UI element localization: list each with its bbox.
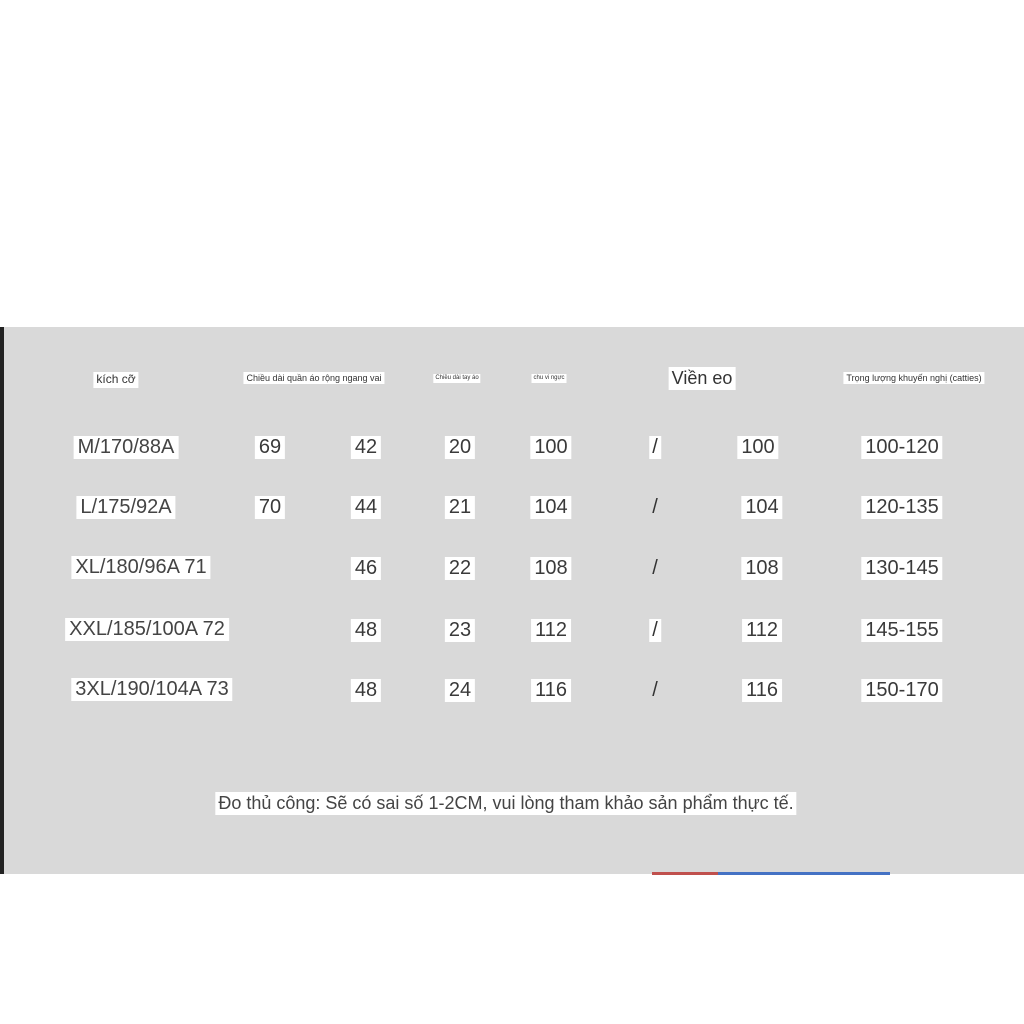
row-3-size: XL/180/96A 71: [71, 556, 210, 579]
row-2-length: 70: [255, 496, 285, 519]
blue-strip: [718, 872, 890, 875]
row-2-size: L/175/92A: [76, 496, 175, 519]
row-3-waist: 108: [741, 557, 782, 580]
row-2-separator: /: [652, 496, 658, 518]
row-5-size: 3XL/190/104A 73: [71, 678, 232, 701]
header-size: kích cỡ: [93, 372, 138, 388]
row-2-waist: 104: [741, 496, 782, 519]
row-4-size: XXL/185/100A 72: [65, 618, 229, 641]
red-strip: [652, 872, 718, 875]
row-3-separator: /: [652, 557, 658, 579]
row-4-chest: 112: [531, 619, 571, 642]
row-3-shoulder: 46: [351, 557, 381, 580]
header-waist: Viền eo: [669, 367, 736, 390]
row-4-waist: 112: [742, 619, 782, 642]
row-5-weight: 150-170: [861, 679, 942, 702]
row-1-length: 69: [255, 436, 285, 459]
row-5-separator: /: [652, 679, 658, 701]
row-1-weight: 100-120: [861, 436, 942, 459]
row-3-sleeve: 22: [445, 557, 475, 580]
header-sleeve: Chiều dài tay áo: [435, 375, 479, 381]
row-3-weight: 130-145: [861, 557, 942, 580]
row-4-shoulder: 48: [351, 619, 381, 642]
row-2-chest: 104: [530, 496, 571, 519]
row-4-sleeve: 23: [445, 619, 475, 642]
row-1-shoulder: 42: [351, 436, 381, 459]
header-weight: Trọng lượng khuyến nghị (catties): [843, 372, 984, 384]
row-2-weight: 120-135: [861, 496, 942, 519]
row-2-shoulder: 44: [351, 496, 381, 519]
row-5-waist: 116: [742, 679, 782, 702]
header-chest: chu vi ngực: [533, 375, 565, 381]
left-border: [0, 327, 4, 874]
row-5-sleeve: 24: [445, 679, 475, 702]
row-3-chest: 108: [530, 557, 571, 580]
row-1-size: M/170/88A: [74, 436, 179, 459]
row-2-sleeve: 21: [445, 496, 475, 519]
row-1-waist: 100: [737, 436, 778, 459]
row-4-weight: 145-155: [861, 619, 942, 642]
row-4-separator: /: [649, 619, 661, 642]
row-1-sleeve: 20: [445, 436, 475, 459]
header-length-shoulder: Chiều dài quần áo rộng ngang vai: [243, 372, 384, 384]
row-1-chest: 100: [530, 436, 571, 459]
row-1-separator: /: [649, 436, 661, 459]
row-5-chest: 116: [531, 679, 571, 702]
row-5-shoulder: 48: [351, 679, 381, 702]
measurement-note: Đo thủ công: Sẽ có sai số 1-2CM, vui lòng tham khảo sản phẩm thực tế.: [215, 792, 796, 815]
